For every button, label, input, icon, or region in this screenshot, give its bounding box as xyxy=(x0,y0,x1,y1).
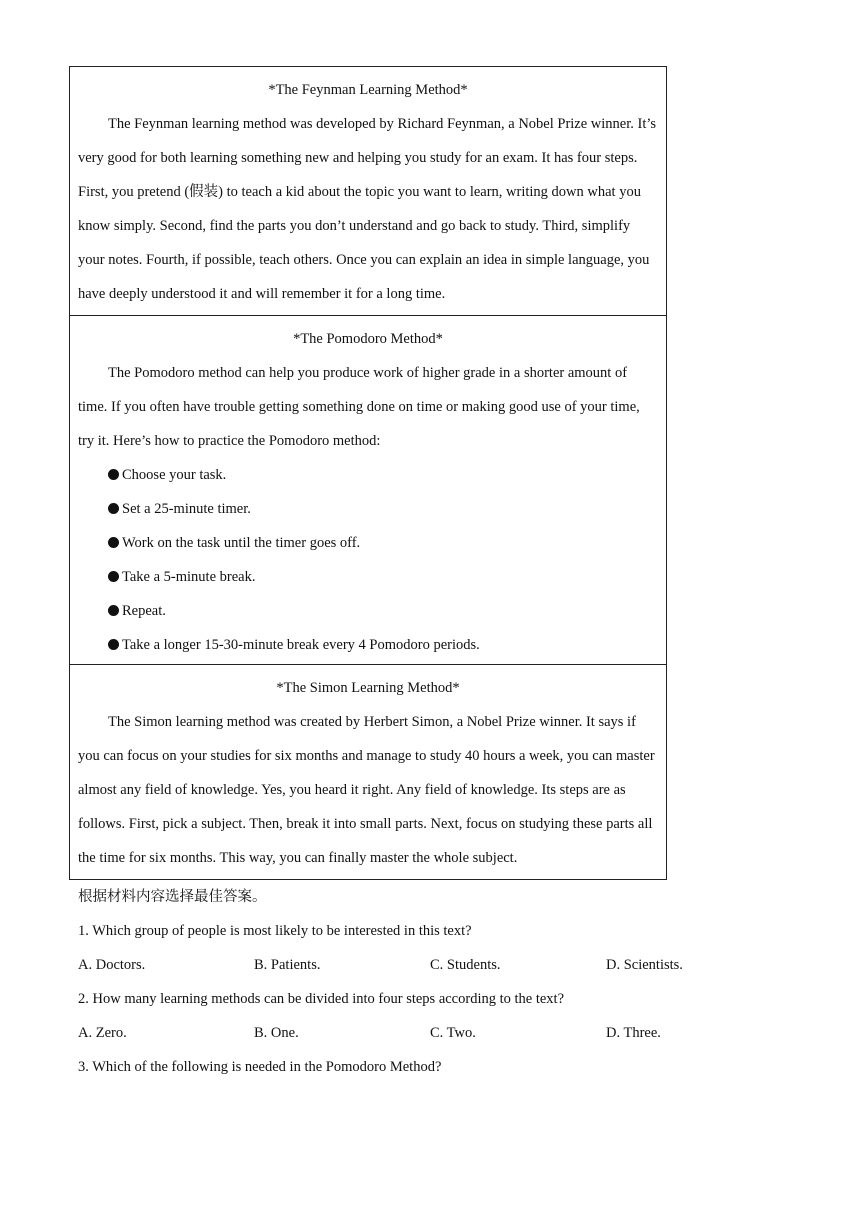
question-1-option-d[interactable]: D. Scientists. xyxy=(606,957,683,973)
question-2-option-d[interactable]: D. Three. xyxy=(606,1025,661,1041)
feynman-title: *The Feynman Learning Method* xyxy=(268,82,468,98)
pomodoro-step xyxy=(78,560,658,594)
pomodoro-title: *The Pomodoro Method* xyxy=(293,331,443,347)
question-3: 3. Which of the following is needed in the Pomodoro Method? xyxy=(78,1059,442,1075)
pomodoro-step-text: Take a 5-minute break. xyxy=(122,569,256,585)
question-2-option-a[interactable]: A. Zero. xyxy=(78,1025,127,1041)
question-2-option-c[interactable]: C. Two. xyxy=(430,1025,476,1041)
feynman-section xyxy=(69,66,667,316)
bullet-dot-icon xyxy=(108,639,119,650)
pomodoro-step-text: Work on the task until the timer goes off. xyxy=(122,535,361,551)
pomodoro-step-text: Set a 25-minute timer. xyxy=(122,501,251,517)
bullet-dot-icon xyxy=(108,571,119,582)
bullet-dot-icon xyxy=(108,605,119,616)
question-1-option-c[interactable]: C. Students. xyxy=(430,957,501,973)
bullet-dot-icon xyxy=(108,469,119,480)
simon-body: The Simon learning method was created by Herbert Simon, a Nobel Prize winner. It says if you can focus on your studies for six months and manage to study 40 hours a week, you can master almost any field of knowledge. Yes, you heard it right. Any field of knowledge. Its steps are as follows. First, pick a subject. Then, break it into small parts. Next, focus on studying these parts all the time for six months. This way, you can finally master the whole subject. xyxy=(78,714,655,866)
pomodoro-body: The Pomodoro method can help you produce work of higher grade in a shorter amount of time. If you often have trouble getting something done on time or making good use of your time, try it. Here’s how to practice the Pomodoro method: xyxy=(78,365,640,449)
simon-section xyxy=(69,664,667,880)
pomodoro-section xyxy=(69,315,667,665)
feynman-body: The Feynman learning method was developed by Richard Feynman, a Nobel Prize winner. It’s very good for both learning something new and helping you study for an exam. It has four steps. First, you pretend (假装) to teach a kid about the topic you want to learn, writing down what you know simply. Second, find the parts you don’t understand and go back to study. Third, simplify your notes. Fourth, if possible, teach others. Once you can explain an idea in simple language, you have deeply understood it and will remember it for a long time. xyxy=(78,116,657,302)
question-2-option-b[interactable]: B. One. xyxy=(254,1025,299,1041)
pomodoro-step xyxy=(78,526,658,560)
bullet-dot-icon xyxy=(108,503,119,514)
instruction-text: 根据材料内容选择最佳答案。 xyxy=(78,889,267,905)
pomodoro-step xyxy=(78,458,658,492)
question-1-option-b[interactable]: B. Patients. xyxy=(254,957,321,973)
question-1: 1. Which group of people is most likely to be interested in this text? xyxy=(78,923,472,939)
question-1-option-a[interactable]: A. Doctors. xyxy=(78,957,146,973)
pomodoro-step-text: Repeat. xyxy=(122,603,166,619)
question-2: 2. How many learning methods can be divided into four steps according to the text? xyxy=(78,991,565,1007)
pomodoro-step xyxy=(78,594,658,628)
pomodoro-step xyxy=(78,492,658,526)
pomodoro-step-text: Choose your task. xyxy=(122,467,227,483)
pomodoro-step-text: Take a longer 15-30-minute break every 4 Pomodoro periods. xyxy=(122,637,480,653)
pomodoro-step xyxy=(78,628,658,662)
bullet-dot-icon xyxy=(108,537,119,548)
simon-title: *The Simon Learning Method* xyxy=(276,680,460,696)
